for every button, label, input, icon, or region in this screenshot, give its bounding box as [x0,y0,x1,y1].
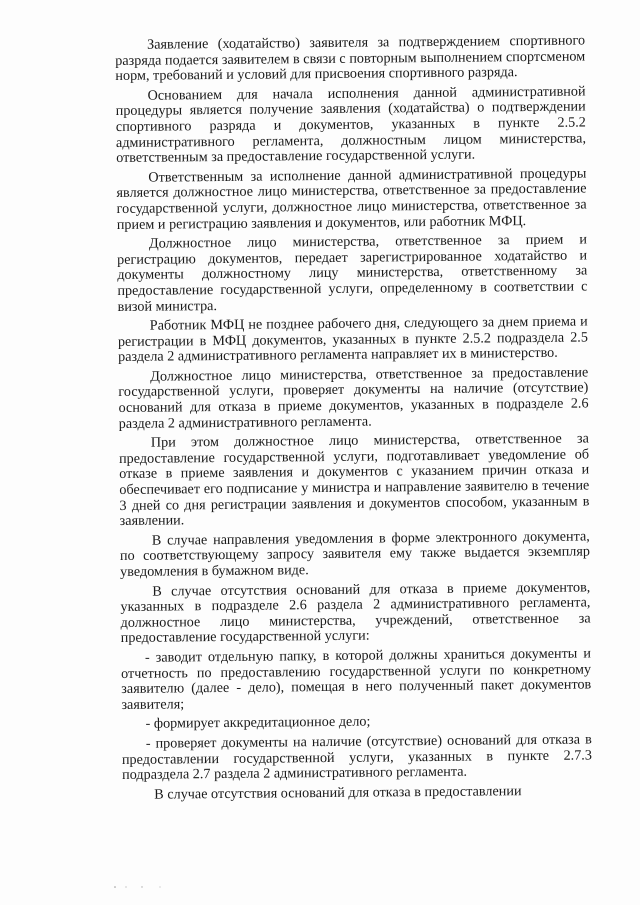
paragraph-responsible-persons: Ответственным за исполнение данной административной процедуры является должностное лицо министерства, ответственное за предоставление государственной услуги, должностное лицо министерства, ответственное за прием и регистрацию заявления и документов, или работник МФЦ. [116,165,587,233]
paragraph-document-check: Должностное лицо министерства, ответственное за предоставление государственной услуги, проверяет документы на наличие (отсутствие) оснований для отказа в приеме документов, указанных в подразделе 2.6 раздела 2 административного регламента. [118,364,589,432]
scan-artifact [112,884,172,890]
paragraph-refusal-notice: При этом должностное лицо министерства, ответственное за предоставление государственной услуги, подготавливает уведомление об отказе в приеме заявления и документов с указанием причин отказа и обеспечивает его подписание у министра и направление заявителю в течение 3 дней со дня регистрации заявления и документов способом, указанным в заявлении. [118,430,590,530]
paragraph-application-submission: Заявление (ходатайство) заявителя за подтверждением спортивного разряда подается заявителем в связи с повторным выполнением спортсменом норм, требований и условий для присвоения спортивного разряда. [115,32,586,85]
document-body [115,33,592,807]
list-item-create-folder: - заводит отдельную папку, в которой должны храниться документы и отчетность по предоставлению государственной услуги по конкретному заявителю (далее - дело), помещая в него полученный пакет документов заявителя; [121,645,592,713]
paragraph-continuation: В случае отсутствия оснований для отказа в предоставлении [154,782,522,803]
paragraph-mfc-worker: Работник МФЦ не позднее рабочего дня, следующего за днем приема и регистрации в МФЦ документов, указанных в пункте 2.5.2 подраздела 2.5 раздела 2 административного регламента направляет их в министерство. [117,313,588,366]
list-item-accreditation-file: - формирует аккредитационное дело; [145,713,371,733]
paragraph-no-refusal-grounds: В случае отсутствия оснований для отказа в приеме документов, указанных в подразделе 2.6 раздела 2 административного регламента, должностное лицо министерства, учреждений, ответственное за предоставление государственной услуги: [120,579,591,647]
list-item-check-documents: - проверяет документы на наличие (отсутствие) оснований для отказа в предоставлении государственной услуги, указанных в пункте 2.7.3 подраздела 2.7 раздела 2 административного регламента. [121,731,592,784]
paragraph-document-transfer: Должностное лицо министерства, ответственное за прием и регистрацию документов, передает зарегистрированное ходатайство и документы должностному лицу министерства, ответственному за предоставление государственной услуги, определенному в соответствии с визой министра. [117,231,588,315]
paragraph-electronic-notice: В случае направления уведомления в форме электронного документа, по соответствующему запросу заявителя ему также выдается экземпляр уведомления в бумажном виде. [119,528,591,580]
paragraph-procedure-basis: Основанием для начала исполнения данной административной процедуры является получение заявления (ходатайства) о подтверждении спортивного разряда и документов, указанных в пункте 2.5.2 административного регламента, должностным лицом министерства, ответственным за предоставление государственной услуги. [115,83,587,167]
